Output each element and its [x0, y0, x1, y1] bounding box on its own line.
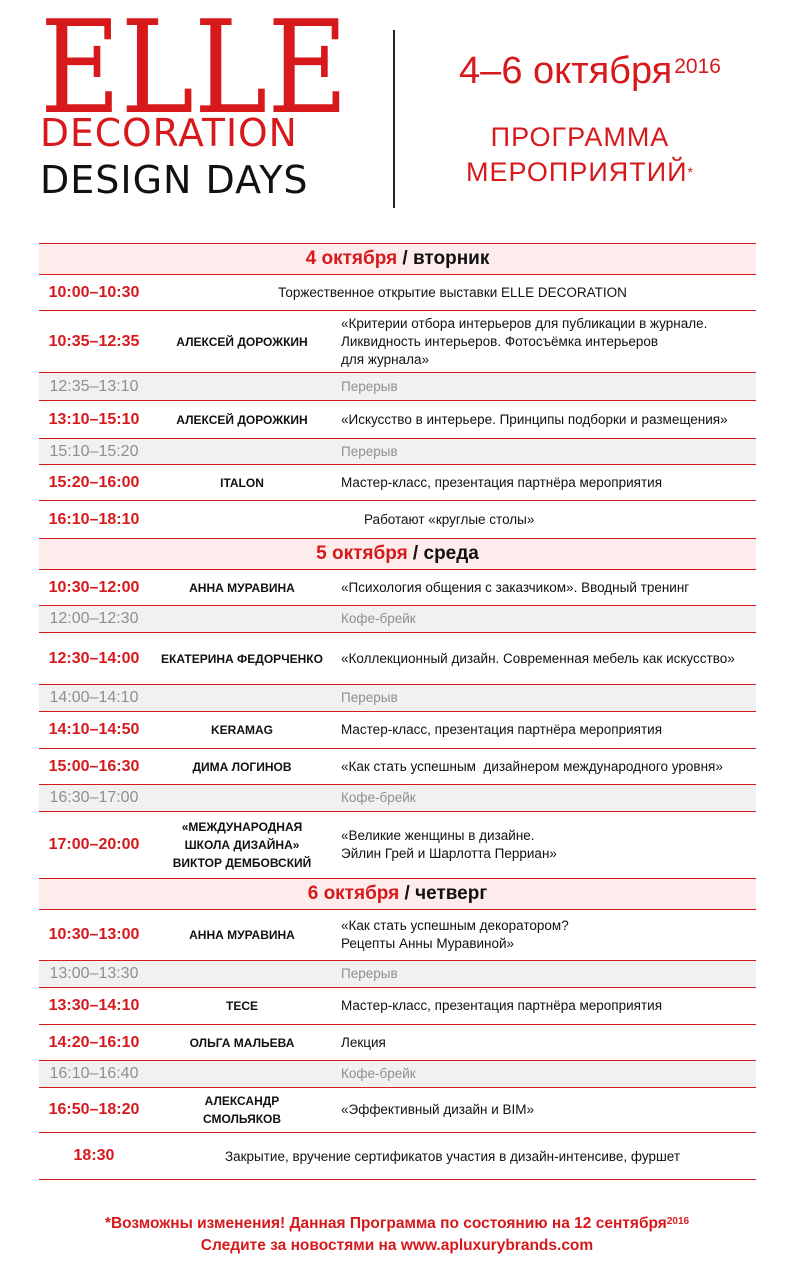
- session-topic: [341, 465, 752, 500]
- session-description: Работают «круглые столы»: [364, 512, 535, 527]
- session-row: [39, 749, 756, 785]
- day-separator: /: [407, 543, 424, 564]
- session-speaker: [149, 570, 335, 605]
- session-speaker: [149, 988, 335, 1024]
- day-weekday: вторник: [413, 248, 490, 269]
- program-title-line1: ПРОГРАММА: [490, 122, 670, 152]
- topic-lines: [341, 965, 398, 983]
- speaker-lines: [190, 1034, 295, 1052]
- session-row: [39, 275, 756, 311]
- speaker-lines: [203, 1092, 281, 1128]
- speaker-line: ITALON: [220, 475, 264, 490]
- session-topic: [341, 988, 752, 1024]
- speaker-line: KERAMAG: [211, 723, 273, 737]
- session-time: 13:30–14:10: [48, 997, 140, 1014]
- topic-line: Эйлин Грей и Шарлотта Перриан»: [341, 846, 557, 861]
- elle-logo-image: [40, 18, 350, 118]
- session-time: 12:00–12:30: [49, 610, 139, 627]
- session-topic: [341, 812, 752, 878]
- footer-note: [0, 1213, 794, 1257]
- session-speaker: [149, 401, 335, 438]
- session-time: 14:00–14:10: [49, 689, 139, 706]
- topic-line: Перерыв: [341, 378, 398, 394]
- topic-line: «Как стать успешным дизайнером международного уровня»: [341, 758, 723, 774]
- break-row: [39, 439, 756, 465]
- session-row: [39, 1025, 756, 1061]
- session-speaker: [149, 712, 335, 748]
- session-topic: [341, 311, 752, 372]
- session-time: 10:30–13:00: [48, 926, 140, 943]
- event-dates: [410, 48, 770, 94]
- session-topic: [341, 1025, 752, 1060]
- program-title-line2: МЕРОПРИЯТИЙ: [466, 157, 688, 187]
- topic-lines: [341, 474, 662, 492]
- footer-line1: *Возможны изменения! Данная Программа по состоянию на 12 сентября: [104, 1215, 667, 1232]
- session-time: 12:30–14:00: [48, 649, 140, 667]
- session-speaker: [149, 1088, 335, 1132]
- topic-line: «Критерии отбора интерьеров для публикации в журнале.: [341, 315, 708, 331]
- session-time: 13:00–13:30: [49, 965, 139, 982]
- session-row: [39, 501, 756, 539]
- topic-lines: [341, 315, 707, 369]
- session-description: Закрытие, вручение сертификатов участия в дизайн-интенсиве, фуршет: [224, 1148, 681, 1164]
- topic-line: Лекция: [341, 1034, 386, 1050]
- session-time: 15:00–16:30: [48, 757, 140, 775]
- speaker-line: АЛЕКСЕЙ ДОРОЖКИН: [176, 334, 308, 349]
- topic-lines: [341, 827, 557, 863]
- program-footnote-mark: *: [687, 164, 694, 180]
- speaker-lines: [211, 721, 273, 739]
- speaker-line: АЛЕКСАНДР: [204, 1094, 280, 1108]
- program-title-line2-wrap: [430, 155, 730, 190]
- session-row: [39, 633, 756, 685]
- speaker-line: ОЛЬГА МАЛЬЕВА: [189, 1035, 295, 1050]
- speaker-line: АННА МУРАВИНА: [189, 928, 295, 942]
- session-row: [39, 570, 756, 606]
- schedule-table: [39, 243, 756, 1180]
- break-row: [39, 606, 756, 633]
- speaker-lines: [189, 926, 295, 944]
- break-row: [39, 961, 756, 988]
- session-time: 16:10–16:40: [49, 1065, 139, 1082]
- topic-lines: [341, 997, 662, 1015]
- topic-lines: [341, 1065, 416, 1083]
- topic-line: Ликвидность интерьеров. Фотосъёмка интерьеров: [341, 333, 659, 349]
- speaker-line: ШКОЛА ДИЗАЙНА»: [184, 838, 300, 852]
- brand-decoration: DECORATION: [40, 111, 298, 155]
- topic-line: Мастер-класс, презентация партнёра мероприятия: [341, 474, 663, 490]
- topic-lines: [341, 650, 735, 668]
- topic-lines: [341, 579, 689, 597]
- session-time: 10:00–10:30: [48, 283, 140, 301]
- session-row: [39, 311, 756, 373]
- topic-lines: [341, 758, 723, 776]
- session-time: 17:00–20:00: [48, 836, 140, 853]
- session-row: [39, 910, 756, 961]
- session-row: [39, 465, 756, 501]
- session-topic: [341, 633, 752, 684]
- speaker-line: TECE: [225, 999, 258, 1013]
- speaker-line: «МЕЖДУНАРОДНАЯ: [181, 820, 303, 834]
- session-topic: [341, 570, 752, 605]
- topic-lines: [341, 789, 416, 807]
- session-speaker: [149, 633, 335, 684]
- topic-line: «Как стать успешным декоратором?: [341, 918, 569, 933]
- topic-lines: [341, 1034, 386, 1052]
- topic-line: Перерыв: [341, 966, 398, 981]
- day-header: [39, 244, 756, 275]
- session-time: 10:35–12:35: [48, 332, 140, 350]
- session-topic: [341, 685, 752, 711]
- day-header: [39, 879, 756, 910]
- session-time: 14:20–16:10: [48, 1033, 140, 1051]
- speaker-line: АЛЕКСЕЙ ДОРОЖКИН: [176, 412, 308, 427]
- session-row: [39, 812, 756, 879]
- session-topic: [341, 439, 752, 464]
- speaker-lines: [161, 650, 323, 668]
- day-separator: /: [397, 248, 413, 269]
- session-speaker: [149, 812, 335, 878]
- topic-line: Мастер-класс, презентация партнёра мероприятия: [341, 722, 663, 737]
- session-topic: [341, 606, 752, 632]
- speaker-lines: [173, 818, 312, 872]
- brand-design-days: DESIGN DAYS: [40, 158, 309, 202]
- session-speaker: [149, 1025, 335, 1060]
- session-time: 15:10–15:20: [49, 442, 139, 460]
- session-time: 18:30: [73, 1147, 115, 1164]
- session-speaker: [149, 311, 335, 372]
- topic-line: «Эффективный дизайн и BIM»: [341, 1102, 535, 1117]
- topic-line: Перерыв: [341, 690, 398, 705]
- session-time: 14:10–14:50: [48, 721, 140, 738]
- day-separator: /: [399, 883, 416, 904]
- day-date: 6 октября: [307, 883, 400, 904]
- topic-lines: [341, 378, 398, 396]
- speaker-line: ДИМА ЛОГИНОВ: [192, 759, 292, 774]
- speaker-lines: [226, 997, 258, 1015]
- topic-line: «Великие женщины в дизайне.: [341, 828, 535, 843]
- topic-lines: [341, 917, 569, 953]
- topic-lines: [341, 721, 662, 739]
- footer-line2: Следите за новостями на www.apluxurybrands.com: [200, 1237, 594, 1254]
- event-year: 2016: [674, 55, 721, 78]
- session-topic: [341, 785, 752, 811]
- topic-lines: [341, 411, 728, 429]
- day-header: [39, 539, 756, 570]
- event-dates-text: 4–6 октября: [459, 50, 673, 92]
- footer-line1-wrap: [0, 1213, 794, 1235]
- topic-line: Кофе-брейк: [341, 790, 416, 805]
- day-date: 5 октября: [316, 543, 408, 564]
- session-speaker: [149, 910, 335, 960]
- topic-line: «Искусство в интерьере. Принципы подборки и размещения»: [341, 411, 728, 427]
- session-time: 16:50–18:20: [48, 1101, 140, 1118]
- session-time: 16:10–18:10: [48, 510, 140, 528]
- break-row: [39, 1061, 756, 1088]
- session-topic: [341, 749, 752, 784]
- speaker-lines: [220, 474, 264, 492]
- break-row: [39, 373, 756, 401]
- speaker-line: АННА МУРАВИНА: [189, 580, 295, 595]
- topic-line: Рецепты Анны Муравиной»: [341, 936, 515, 951]
- session-row: [39, 1133, 756, 1180]
- speaker-line: ЕКАТЕРИНА ФЕДОРЧЕНКО: [161, 651, 323, 666]
- session-row: [39, 988, 756, 1025]
- topic-lines: [341, 689, 398, 707]
- day-weekday: среда: [423, 543, 479, 564]
- session-topic: [341, 1088, 752, 1132]
- session-topic: [341, 961, 752, 987]
- session-row: [39, 712, 756, 749]
- header-divider: [393, 30, 395, 208]
- session-time: 16:30–17:00: [49, 789, 139, 806]
- session-topic: [341, 910, 752, 960]
- footer-year: 2016: [666, 1216, 690, 1227]
- topic-lines: [341, 443, 398, 461]
- topic-line: «Психология общения с заказчиком». Вводный тренинг: [341, 579, 690, 595]
- day-date: 4 октября: [305, 248, 398, 269]
- session-row: [39, 401, 756, 439]
- svg-text:ELLE: ELLE: [40, 18, 348, 118]
- session-time: 12:35–13:10: [49, 377, 139, 395]
- session-topic: [341, 401, 752, 438]
- session-row: [39, 1088, 756, 1133]
- speaker-lines: [176, 333, 307, 351]
- speaker-line: ВИКТОР ДЕМБОВСКИЙ: [172, 856, 312, 870]
- session-time: 15:20–16:00: [48, 473, 140, 491]
- program-title: [430, 120, 730, 190]
- topic-line: Перерыв: [341, 443, 398, 459]
- topic-lines: [341, 1101, 534, 1119]
- session-topic: [341, 373, 752, 400]
- topic-line: Мастер-класс, презентация партнёра мероприятия: [341, 998, 663, 1013]
- day-weekday: четверг: [415, 883, 488, 904]
- topic-line: для журнала»: [341, 351, 429, 367]
- topic-line: Кофе-брейк: [341, 1066, 416, 1081]
- speaker-lines: [176, 411, 307, 429]
- break-row: [39, 685, 756, 712]
- session-speaker: [149, 749, 335, 784]
- topic-lines: [341, 610, 416, 628]
- topic-line: «Коллекционный дизайн. Современная мебель как искусство»: [341, 650, 735, 666]
- session-time: 13:10–15:10: [48, 410, 140, 428]
- break-row: [39, 785, 756, 812]
- speaker-lines: [189, 579, 295, 597]
- speaker-line: СМОЛЬЯКОВ: [202, 1112, 282, 1126]
- session-description: Торжественное открытие выставки ELLE DECORATION: [278, 285, 627, 300]
- session-topic: [341, 1061, 752, 1087]
- speaker-lines: [192, 758, 291, 776]
- topic-line: Кофе-брейк: [341, 611, 416, 626]
- session-speaker: [149, 465, 335, 500]
- session-topic: [341, 712, 752, 748]
- session-time: 10:30–12:00: [48, 578, 140, 596]
